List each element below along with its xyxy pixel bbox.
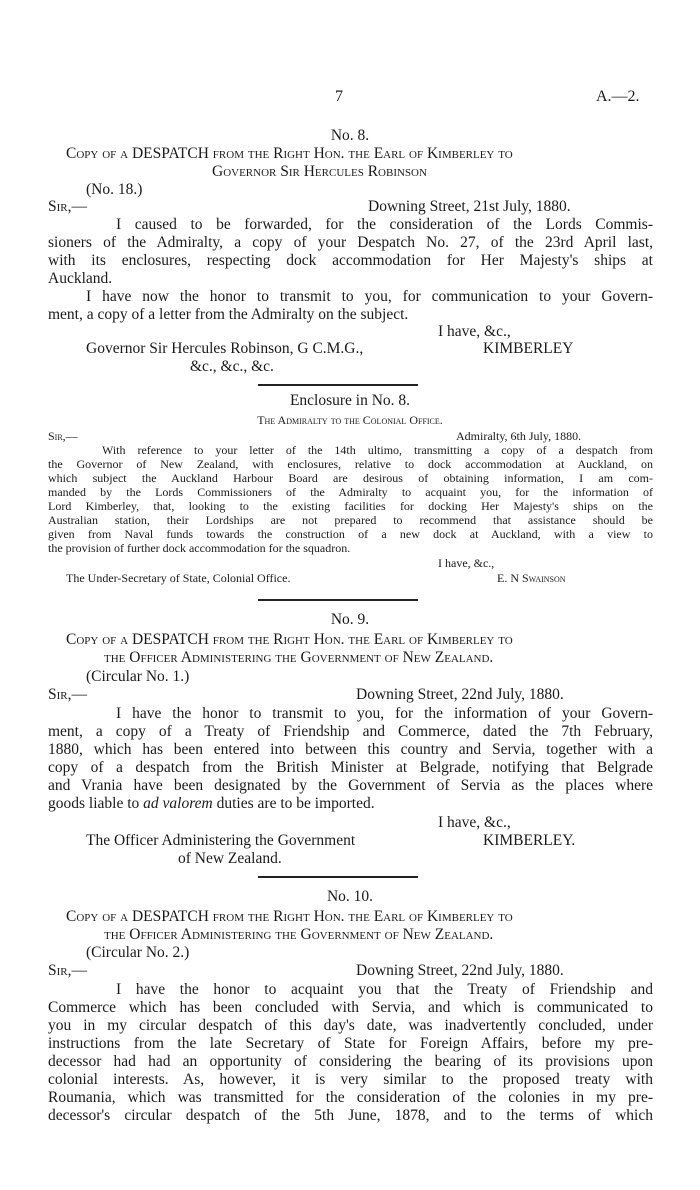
text-line: copy of a despatch from the British Minister at Belgrade, notifying that Belgrade <box>48 759 653 776</box>
addressee-9-line2: of New Zealand. <box>178 850 282 867</box>
salutation-10: Sir,— <box>48 962 87 979</box>
page-number: 7 <box>335 88 343 105</box>
signature-9: KIMBERLEY. <box>483 832 576 849</box>
enclosure-line: With reference to your letter of the 14th ultimo, transmitting a copy of a despatch from <box>102 443 653 457</box>
text-line: decessor had had an opportunity of considering the bearing of its provisions upon <box>48 1053 653 1070</box>
addressee-8: Governor Sir Hercules Robinson, G C.M.G., <box>86 340 364 357</box>
enclosure-line: Australian station, their Lordships are not prepared to recommend that assistance should be <box>48 513 653 527</box>
salutation-8: Sir,— <box>48 198 87 215</box>
section-divider <box>258 876 418 878</box>
enclosure-salutation: Sir,— <box>48 429 78 443</box>
text-line: Auckland. <box>48 270 113 287</box>
despatch-title-9-line2: the Officer Administering the Government of New Zealand. <box>104 649 494 666</box>
text-line: I caused to be forwarded, for the consideration of the Lords Commis- <box>116 216 653 233</box>
addressee-8-etc: &c., &c., &c. <box>190 358 274 375</box>
place-date-10: Downing Street, 22nd July, 1880. <box>356 962 564 979</box>
text-line <box>48 795 375 813</box>
enclosure-line: Lord Kimberley, that, looking to the existing facilities for docking Her Majesty's ships on the <box>48 499 653 513</box>
despatch-title-9-line1: Copy of a DESPATCH from the Right Hon. the Earl of Kimberley to <box>66 631 513 648</box>
despatch-title-8-line1: Copy of a DESPATCH from the Right Hon. the Earl of Kimberley to <box>66 145 513 162</box>
enclosure-line: manded by the Lords Commissioners of the Admiralty to acquaint you, for the information of <box>48 485 653 499</box>
place-date-9: Downing Street, 22nd July, 1880. <box>356 686 564 703</box>
text-line: Roumania, which was transmitted for the consideration of the colonies in my pre- <box>48 1089 653 1106</box>
text-line: ment, a copy of a Treaty of Friendship and Commerce, dated the 7th February, <box>48 723 653 740</box>
enclosure-place-date: Admiralty, 6th July, 1880. <box>456 429 582 443</box>
enclosure-title: Enclosure in No. 8. <box>289 392 411 409</box>
addressee-9-line1: The Officer Administering the Government <box>86 832 356 849</box>
section-number-8: No. 8. <box>330 127 370 144</box>
enclosure-closing: I have, &c., <box>438 556 495 570</box>
text-segment: duties are to be imported. <box>212 795 375 812</box>
enclosure-line: the Governor of New Zealand, with enclosures, relative to dock accommodation at Auckland, on <box>48 457 653 471</box>
document-reference: A.—2. <box>596 88 640 105</box>
despatch-title-10-line1: Copy of a DESPATCH from the Right Hon. the Earl of Kimberley to <box>66 908 513 925</box>
text-line: colonial interests. As, however, it is very similar to the proposed treaty with <box>48 1071 653 1088</box>
enclosure-line: the provision of further dock accommodation for the squadron. <box>48 541 351 555</box>
closing-8: I have, &c., <box>438 323 511 340</box>
text-line: ment, a copy of a letter from the Admiralty on the subject. <box>48 306 409 323</box>
text-line: you in my circular despatch of this day's date, was inadvertently concluded, under <box>48 1017 653 1034</box>
section-divider <box>258 384 418 386</box>
closing-9: I have, &c., <box>438 814 511 831</box>
place-date-8: Downing Street, 21st July, 1880. <box>368 198 571 215</box>
text-line: instructions from the late Secretary of State for Foreign Affairs, before my pre- <box>48 1035 653 1052</box>
enclosure-addressee: The Under-Secretary of State, Colonial Office. <box>66 571 291 585</box>
text-line: and Vrania have been designated by the Government of Servia as the places where <box>48 777 653 794</box>
text-line: Commerce which has been concluded with Servia, and which is communicated to <box>48 999 653 1016</box>
text-line: I have the honor to transmit to you, for the information of your Govern- <box>116 705 653 722</box>
text-line: I have now the honor to transmit to you, for communication to your Govern- <box>86 288 653 305</box>
despatch-title-8-line2: Governor Sir Hercules Robinson <box>212 163 427 180</box>
enclosure-signature: E. N Swainson <box>497 571 566 585</box>
section-divider <box>258 599 418 601</box>
enclosure-subtitle: The Admiralty to the Colonial Office. <box>257 413 443 427</box>
enclosure-line: which subject the Auckland Harbour Board are desirous of obtaining information, I am com- <box>48 471 653 485</box>
text-segment: goods liable to <box>48 795 144 812</box>
despatch-ref-8: (No. 18.) <box>86 181 143 198</box>
italic-term: ad valorem <box>143 795 213 812</box>
salutation-9: Sir,— <box>48 686 87 703</box>
section-number-9: No. 9. <box>330 611 370 628</box>
signature-8: KIMBERLEY <box>483 340 574 357</box>
text-line: I have the honor to acquaint you that the Treaty of Friendship and <box>116 981 653 998</box>
text-line: 1880, which has been entered into between this country and Servia, together with a <box>48 741 653 758</box>
despatch-ref-9: (Circular No. 1.) <box>86 668 190 685</box>
section-number-10: No. 10. <box>326 888 374 905</box>
despatch-ref-10: (Circular No. 2.) <box>86 944 190 961</box>
text-line: with its enclosures, respecting dock accommodation for Her Majesty's ships at <box>48 252 653 269</box>
text-line: decessor's circular despatch of the 5th June, 1878, and to the terms of which <box>48 1107 653 1124</box>
text-line: sioners of the Admiralty, a copy of your Despatch No. 27, of the 23rd April last, <box>48 234 653 251</box>
despatch-title-10-line2: the Officer Administering the Government of New Zealand. <box>104 926 494 943</box>
enclosure-line: given from Naval funds towards the construction of a new dock at Auckland, with a view to <box>48 527 653 541</box>
